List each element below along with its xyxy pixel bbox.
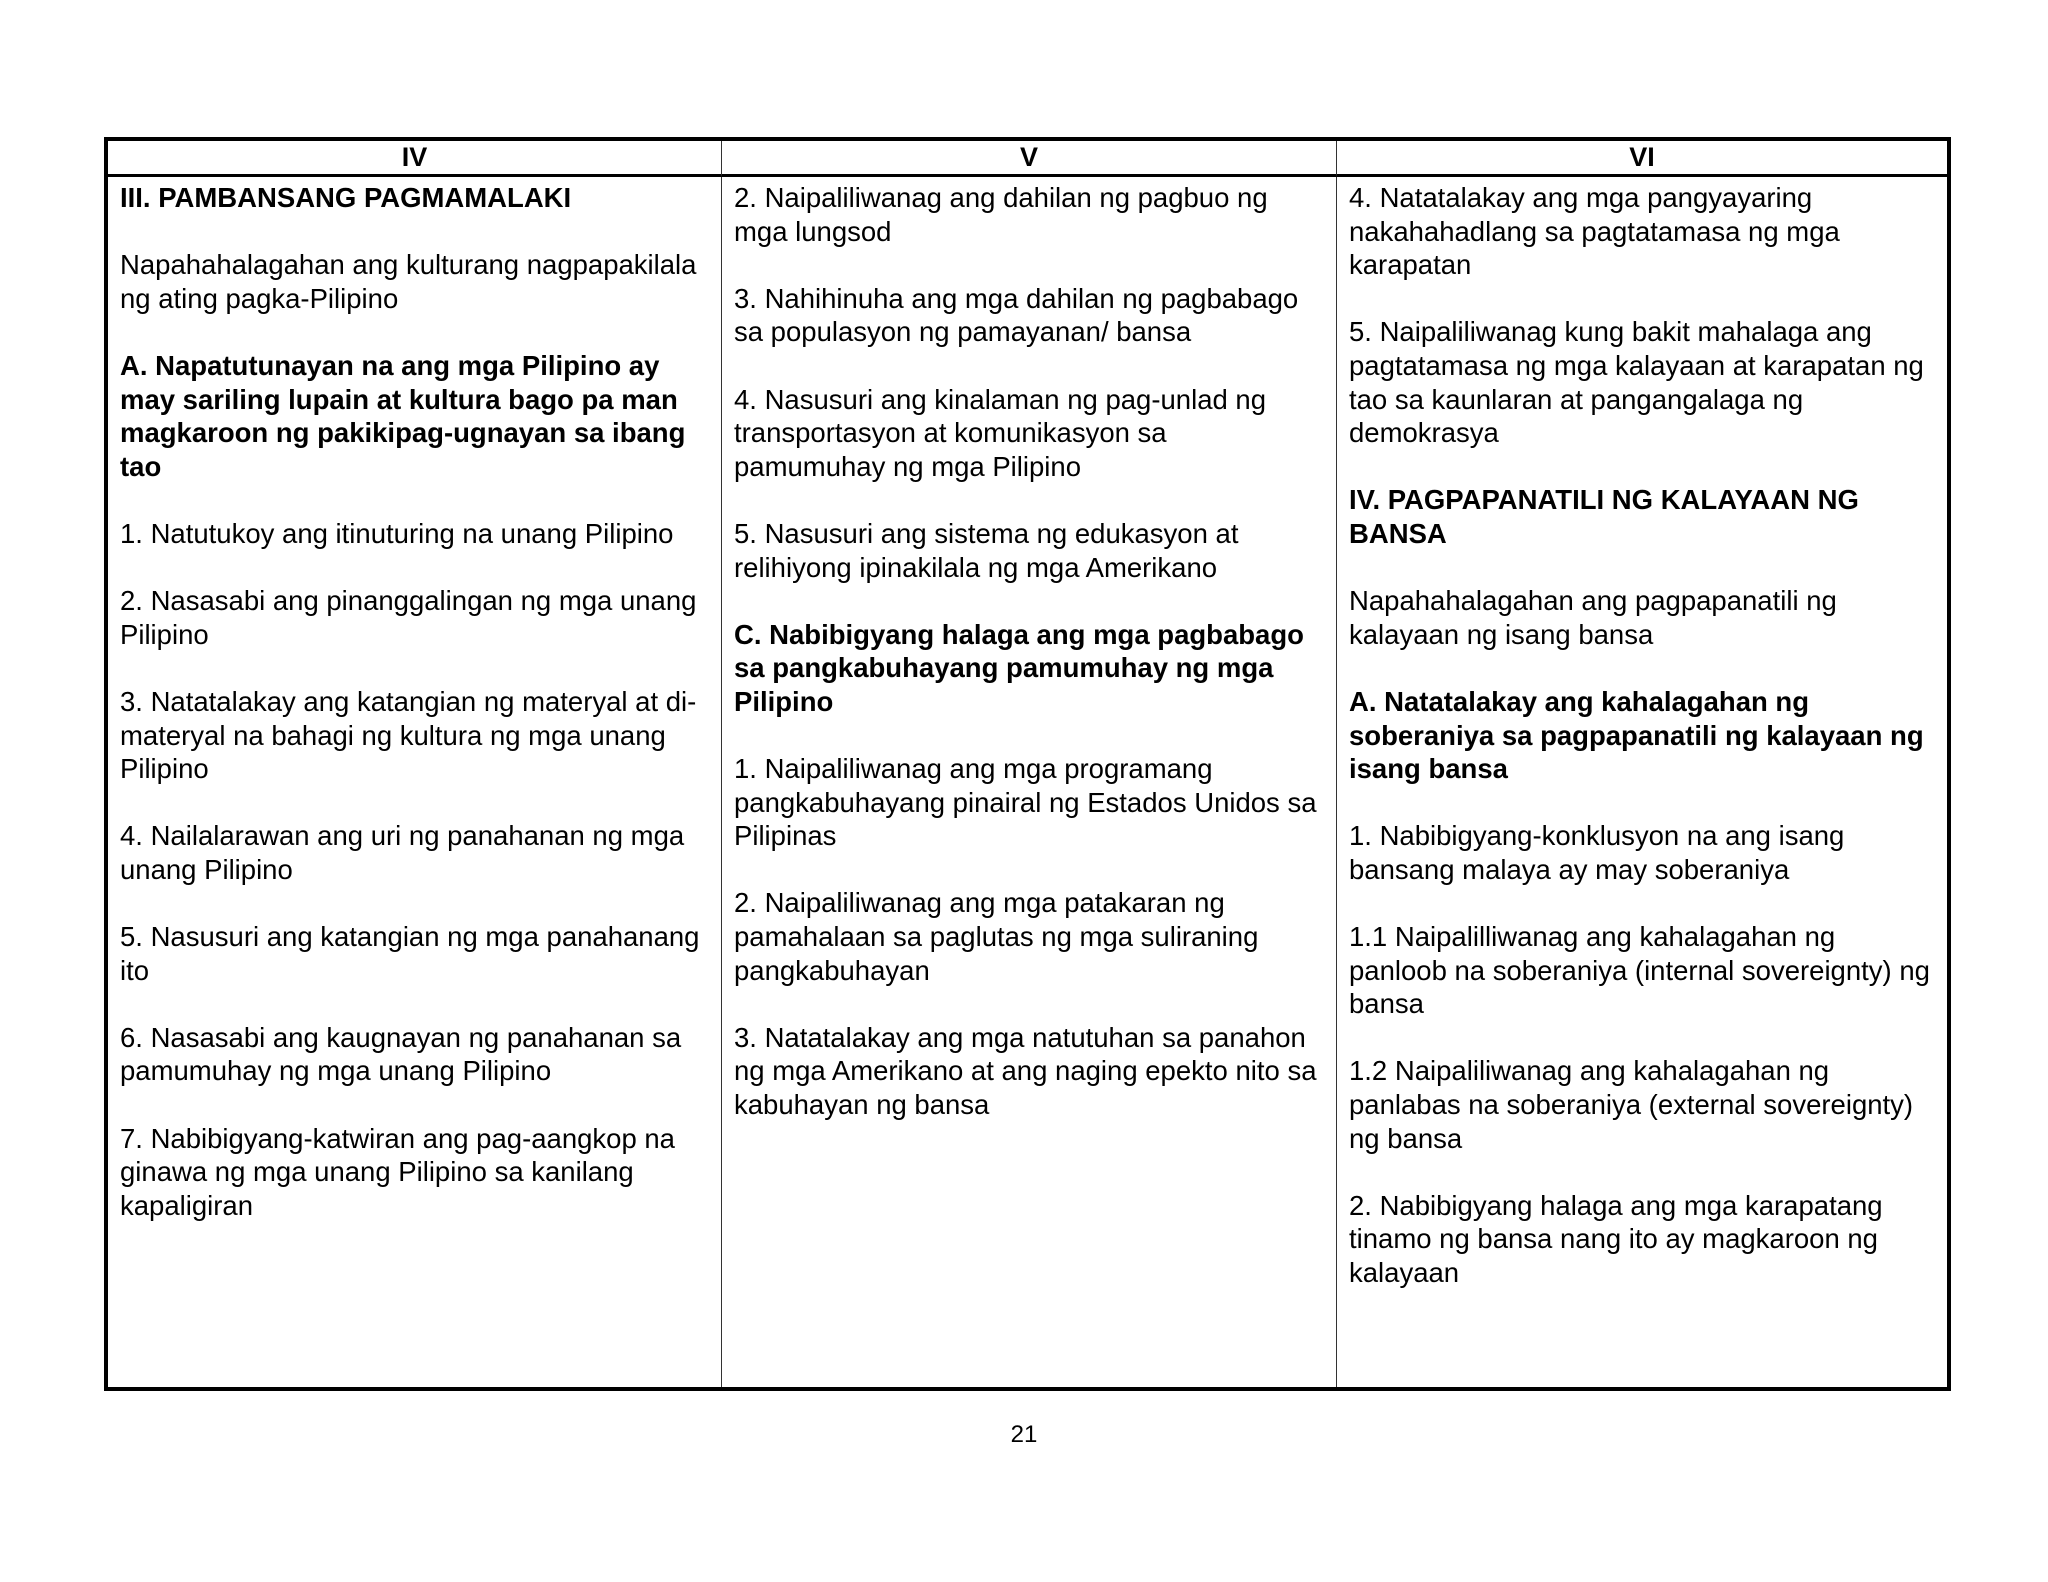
competency-item: 1. Naipaliliwanag ang mga programang pangkabuhayang pinairal ng Estados Unidos sa Pilipinas xyxy=(734,753,1317,852)
column-iv-content xyxy=(108,177,722,1387)
page-number: 21 xyxy=(1010,1421,1038,1448)
column-header-vi: VI xyxy=(1337,141,1947,177)
competency-item: 2. Nasasabi ang pinanggalingan ng mga unang Pilipino xyxy=(120,585,697,650)
section-heading: A. Natatalakay ang kahalagahan ng soberaniya sa pagpapanatili ng kalayaan ng isang bansa xyxy=(1349,685,1924,785)
competency-item: 2. Naipaliliwanag ang dahilan ng pagbuo ng mga lungsod xyxy=(734,182,1268,247)
competency-item: 4. Nailalarawan ang uri ng panahanan ng mga unang Pilipino xyxy=(120,820,685,885)
competency-item: Napahahalagahan ang kulturang nagpapakilala ng ating pagka-Pilipino xyxy=(120,249,697,314)
competency-item: 1. Nabibigyang-konklusyon na ang isang bansang malaya ay may soberaniya xyxy=(1349,820,1845,885)
competency-item: Napahahalagahan ang pagpapanatili ng kalayaan ng isang bansa xyxy=(1349,585,1837,650)
competency-item: 4. Natatalakay ang mga pangyayaring nakahahadlang sa pagtatamasa ng mga karapatan xyxy=(1349,182,1840,281)
section-heading: C. Nabibigyang halaga ang mga pagbabago sa pangkabuhayang pamumuhay ng mga Pilipino xyxy=(734,618,1304,717)
competency-item: 2. Naipaliliwanag ang mga patakaran ng pamahalaan sa paglutas ng mga suliraning pangkabuhayan xyxy=(734,887,1259,986)
competency-item: 2. Nabibigyang halaga ang mga karapatang tinamo ng bansa nang ito ay magkaroon ng kalayaan xyxy=(1349,1189,1883,1288)
column-vi-content xyxy=(1337,177,1947,1387)
competency-item: 5. Naipaliliwanag kung bakit mahalaga ang pagtatamasa ng mga kalayaan at karapatan ng tao sa kaunlaran at pangangalaga ng demokrasya xyxy=(1349,316,1924,449)
section-heading: IV. PAGPAPANATILI NG KALAYAAN NG BANSA xyxy=(1349,484,1859,549)
competency-item: 1.2 Naipaliliwanag ang kahalagahan ng panlabas na soberaniya (external sovereignty) ng bansa xyxy=(1349,1055,1914,1154)
competency-item: 5. Nasusuri ang katangian ng mga panahanang ito xyxy=(120,921,700,986)
curriculum-table xyxy=(104,137,1951,1391)
column-header-v: V xyxy=(722,141,1337,177)
competency-item: 3. Nahihinuha ang mga dahilan ng pagbabago sa populasyon ng pamayanan/ bansa xyxy=(734,282,1299,348)
competency-item: 1. Natutukoy ang itinuturing na unang Pilipino xyxy=(120,517,674,549)
competency-item: 6. Nasasabi ang kaugnayan ng panahanan sa pamumuhay ng mga unang Pilipino xyxy=(120,1021,682,1087)
column-v-content xyxy=(722,177,1337,1387)
competency-item: 4. Nasusuri ang kinalaman ng pag-unlad ng transportasyon at komunikasyon sa pamumuhay ng mga Pilipino xyxy=(734,383,1267,482)
competency-item: 5. Nasusuri ang sistema ng edukasyon at relihiyong ipinakilala ng mga Amerikano xyxy=(734,517,1239,583)
competency-item: 3. Natatalakay ang katangian ng materyal at di-materyal na bahagi ng kultura ng mga unang Pilipino xyxy=(120,685,697,785)
section-heading: A. Napatutunayan na ang mga Pilipino ay may sariling lupain at kultura bago pa man magkaroon ng pakikipag-ugnayan sa ibang tao xyxy=(120,349,686,482)
section-heading: III. PAMBANSANG PAGMAMALAKI xyxy=(120,182,572,213)
competency-item: 3. Natatalakay ang mga natutuhan sa panahon ng mga Amerikano at ang naging epekto nito sa kabuhayan ng bansa xyxy=(734,1021,1317,1121)
column-header-iv: IV xyxy=(108,141,722,177)
competency-item: 1.1 Naipalilliwanag ang kahalagahan ng panloob na soberaniya (internal sovereignty) ng bansa xyxy=(1349,921,1930,1020)
competency-item: 7. Nabibigyang-katwiran ang pag-aangkop na ginawa ng mga unang Pilipino sa kanilang kapaligiran xyxy=(120,1122,675,1221)
